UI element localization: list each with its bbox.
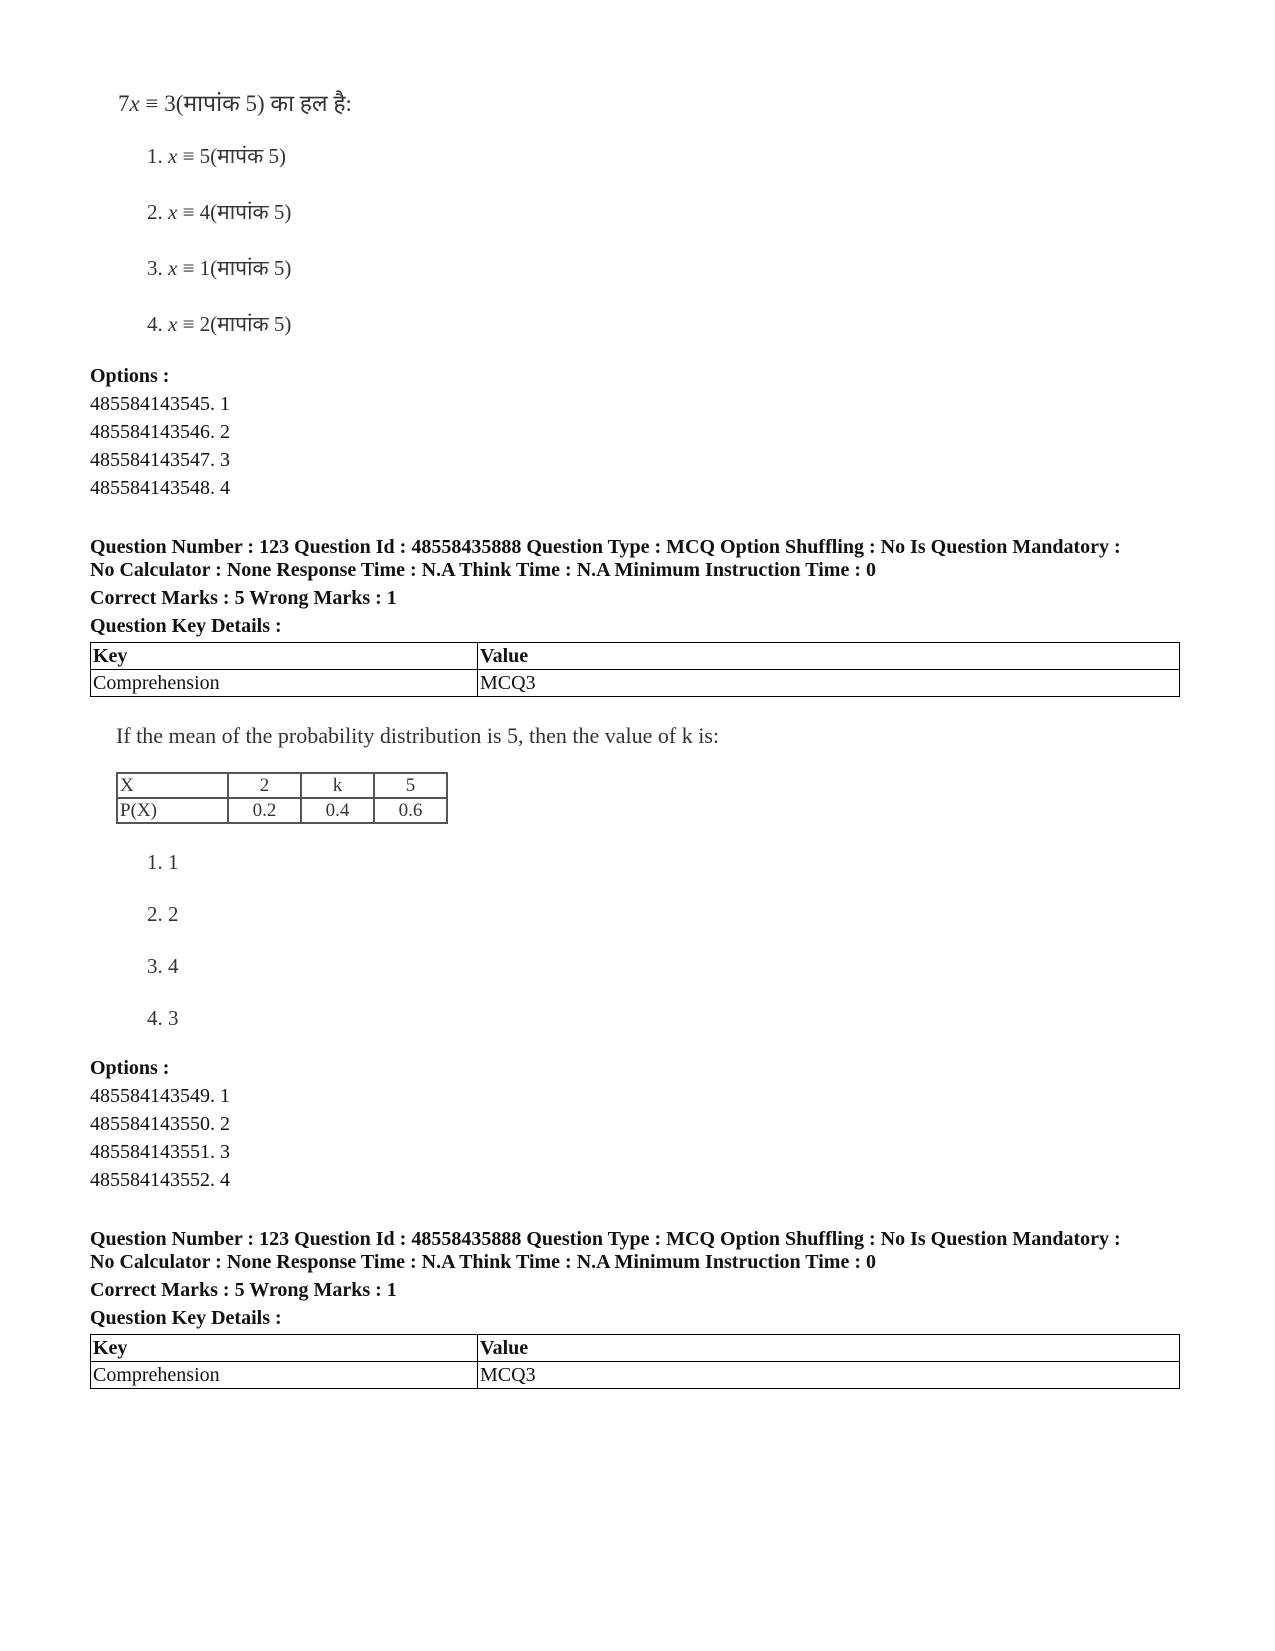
option-item: 485584143545. 1 bbox=[90, 393, 230, 415]
choice-3: 3. x ≡ 1(मापांक 5) bbox=[147, 256, 292, 280]
stem-coefficient: 7 bbox=[118, 91, 130, 116]
key-details-label: Question Key Details : bbox=[90, 615, 282, 637]
marks-line: Correct Marks : 5 Wrong Marks : 1 bbox=[90, 587, 397, 609]
question-1-options bbox=[90, 362, 230, 502]
key-details-table bbox=[90, 1334, 1180, 1389]
question-1-choices bbox=[147, 142, 291, 366]
meta-line-2: No Calculator : None Response Time : N.A Think Time : N.A Minimum Instruction Time : 0 bbox=[90, 559, 876, 581]
probability-table bbox=[116, 772, 448, 824]
choice-2: 2. x ≡ 4(मापांक 5) bbox=[147, 200, 292, 224]
choice-3: 3. 4 bbox=[147, 954, 179, 978]
meta-line-1: Question Number : 123 Question Id : 48558435888 Question Type : MCQ Option Shuffling : No Is Question Mandatory : bbox=[90, 1228, 1121, 1250]
table-header-row: Key Value bbox=[91, 643, 1180, 670]
question-meta-1 bbox=[90, 536, 1190, 697]
stem-variable: x bbox=[129, 91, 140, 116]
option-item: 485584143548. 4 bbox=[90, 477, 230, 499]
choice-4: 4. x ≡ 2(मापांक 5) bbox=[147, 312, 292, 336]
meta-line-1: Question Number : 123 Question Id : 48558435888 Question Type : MCQ Option Shuffling : No Is Question Mandatory : bbox=[90, 536, 1121, 558]
meta-line-2: No Calculator : None Response Time : N.A Think Time : N.A Minimum Instruction Time : 0 bbox=[90, 1251, 876, 1273]
question-meta-2 bbox=[90, 1228, 1190, 1389]
table-row: X 2 k 5 bbox=[117, 773, 447, 798]
key-details-table bbox=[90, 642, 1180, 697]
choice-1: 1. x ≡ 5(मापंक 5) bbox=[147, 144, 286, 168]
table-row: P(X) 0.2 0.4 0.6 bbox=[117, 798, 447, 823]
options-label: Options : bbox=[90, 1057, 170, 1079]
table-row: Comprehension MCQ3 bbox=[91, 670, 1180, 697]
question-2-stem: If the mean of the probability distribution is 5, then the value of k is: bbox=[116, 723, 720, 748]
choice-4: 4. 3 bbox=[147, 1006, 179, 1030]
key-details-label: Question Key Details : bbox=[90, 1307, 282, 1329]
option-item: 485584143547. 3 bbox=[90, 449, 230, 471]
marks-line: Correct Marks : 5 Wrong Marks : 1 bbox=[90, 1279, 397, 1301]
choice-2: 2. 2 bbox=[147, 902, 179, 926]
question-1-stem bbox=[118, 86, 352, 118]
question-2-options bbox=[90, 1054, 230, 1194]
option-item: 485584143546. 2 bbox=[90, 421, 230, 443]
stem-text: ≡ 3(मापांक 5) का हल है: bbox=[139, 91, 352, 116]
choice-1: 1. 1 bbox=[147, 850, 179, 874]
option-item: 485584143550. 2 bbox=[90, 1113, 230, 1135]
table-row: Comprehension MCQ3 bbox=[91, 1362, 1180, 1389]
table-header-row: Key Value bbox=[91, 1335, 1180, 1362]
options-label: Options : bbox=[90, 365, 170, 387]
option-item: 485584143552. 4 bbox=[90, 1169, 230, 1191]
question-2-choices bbox=[147, 850, 179, 1058]
option-item: 485584143551. 3 bbox=[90, 1141, 230, 1163]
option-item: 485584143549. 1 bbox=[90, 1085, 230, 1107]
